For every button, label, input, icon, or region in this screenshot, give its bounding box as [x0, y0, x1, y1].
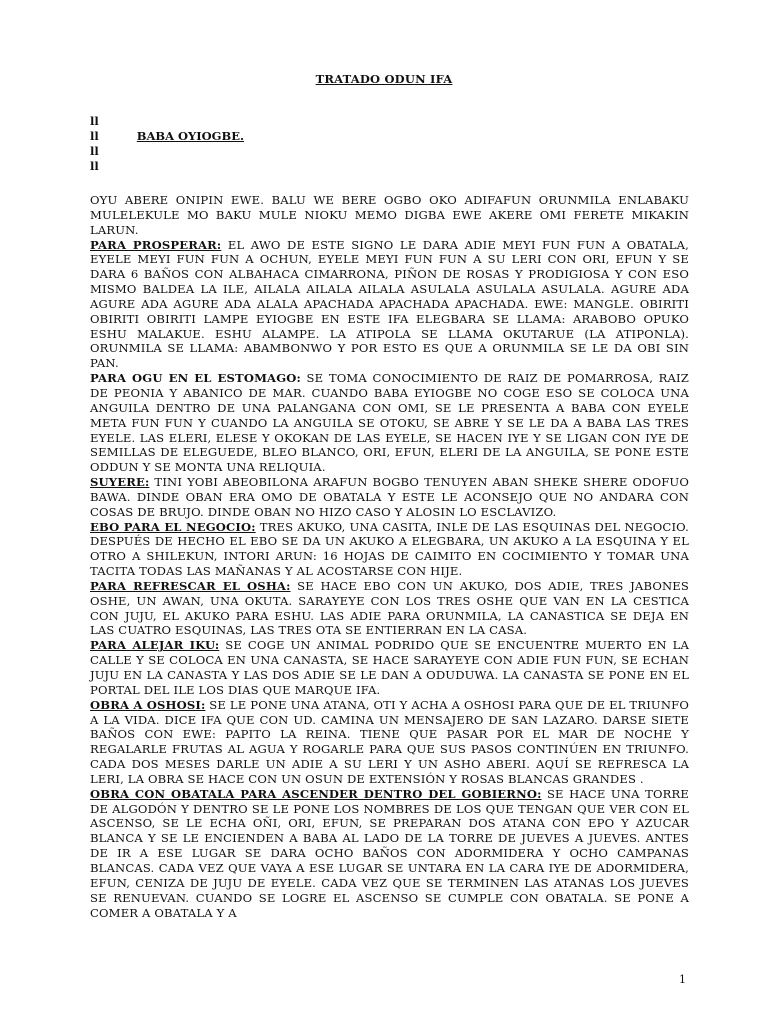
section-paragraph [90, 787, 689, 921]
section-heading: PARA PROSPERAR: [90, 237, 222, 252]
section-text: TINI YOBI ABEOBILONA ARAFUN BOGBO TENUYEN ABAN SHEKE SHERE ODOFUO BAWA. DINDE OBAN ERA OMO DE OBATALA Y ESTE LE ACONSEJO QUE NO ANDARA CON COSAS DE BRUJO. DINDE OBAN NO HIZO CASO Y ALOSIN LO ESCLAVIZO. [90, 475, 689, 519]
signature-name: BABA OYIOGBE. [136, 129, 244, 143]
intro-paragraph: OYU ABERE ONIPIN EWE. BALU WE BERE OGBO OKO ADIFAFUN ORUNMILA ENLABAKU MULELEKULE MO BAKU MULE NIOKU MEMO DIGBA EWE AKERE OMI FERETE MIKAKIN LARUN. [90, 193, 689, 237]
page-number: 1 [679, 973, 686, 986]
section-paragraph [90, 579, 689, 638]
section-text: SE LE PONE UNA ATANA, OTI Y ACHA A OSHOSI PARA QUE DE EL TRIUNFO A LA VIDA. DICE IFA QUE CON UD. CAMINA UN MENSAJERO DE SAN LAZARO. DARSE SIETE BAÑOS CON EWE: PAPITO LA REINA. TIENE QUE PASAR POR EL MAR DE NOCHE Y REGALARLE FRUTAS AL AGUA Y ROGARLE PARA QUE SUS PASOS CONTINÚEN EN TRIUNFO. CADA DOS MESES DARLE UN ADIE A SU LERI Y UN ASHO ABERI. AQUÍ SE REFRESCA LA LERI, LA OBRA SE HACE CON UN OSUN DE EXTENSIÓN Y ROSAS BLANCAS GRANDES . [90, 697, 689, 786]
signature-row [90, 144, 244, 159]
section-paragraph [90, 475, 689, 520]
section-heading: OBRA CON OBATALA PARA ASCENDER DENTRO DEL GOBIERNO: [90, 786, 542, 801]
document-body [90, 193, 689, 920]
section-text: SE HACE EBO CON UN AKUKO, DOS ADIE, TRES JABONES OSHE, UN AWAN, UNA OKUTA. SARAYEYE CON LOS TRES OSHE QUE VAN EN LA CESTICA CON JUJU, EL AKUKO PARA ESHU. LAS ADIE PARA ORUNMILA, LA CANASTICA SE DEJA EN LAS CUATRO ESQUINAS, LAS TRES OTA SE ENTIERRAN EN LA CASA. [90, 578, 689, 638]
section-text: TRES AKUKO, UNA CASITA, INLE DE LAS ESQUINAS DEL NEGOCIO. DESPUÉS DE HECHO EL EBO SE DA UN AKUKO A ELEGBARA, UN AKUKO A LA ESQUINA Y EL OTRO A SHILEKUN, INTORI ARUN: 16 HOJAS DE CAIMITO EN COCIMIENTO Y TOMAR UNA TACITA TODAS LAS MAÑANAS Y AL ACOSTARSE CON HIJE. [90, 519, 689, 579]
signature-row [90, 129, 244, 144]
section-paragraph [90, 698, 689, 787]
odun-signature [90, 114, 244, 174]
section-heading: PARA OGU EN EL ESTOMAGO: [90, 371, 301, 386]
signature-mark: ll [90, 144, 99, 158]
signature-mark: ll [90, 159, 99, 173]
section-text: SE HACE UNA TORRE DE ALGODÓN Y DENTRO SE LE PONE LOS NOMBRES DE LOS QUE TENGAN QUE VER CON EL ASCENSO, SE LE ECHA OÑI, ORI, EFUN, SE PREPARAN DOS ATANA CON EPO Y AZUCAR BLANCA Y SE LE ENCIENDEN A BABA AL LADO DE LA TORRE DE JUEVES A JUEVES. ANTES DE IR A ESE LUGAR SE DARA OCHO BAÑOS CON ADORMIDERA Y OCHO CAMPANAS BLANCAS. CADA VEZ QUE VAYA A ESE LUGAR SE UNTARA EN LA CARA IYE DE ADORMIDERA, EFUN, CENIZA DE JUJU DE EYELE. CADA VEZ QUE SE TERMINEN LAS ATANAS LOS JUEVES SE RENUEVAN. CUANDO SE LOGRE EL ASCENSO SE CUMPLE CON OBATALA. SE PONE A COMER A OBATALA Y A [90, 786, 689, 920]
section-paragraph [90, 238, 689, 372]
signature-mark: ll [90, 129, 99, 143]
section-paragraph [90, 520, 689, 579]
section-paragraph [90, 638, 689, 697]
section-paragraph [90, 371, 689, 475]
signature-row [90, 114, 244, 129]
section-heading: SUYERE: [90, 475, 150, 490]
section-text: SE TOMA CONOCIMIENTO DE RAIZ DE POMARROSA, RAIZ DE PEONIA Y ABANICO DE MAR. CUANDO BABA EYIOGBE NO COGE ESO SE COLOCA UNA ANGUILA DENTRO DE UNA PALANGANA CON OMI, SE LE PRESENTA A BABA CON EYELE META FUN FUN Y CUANDO LA ANGUILA SE OTOKU, SE ABRE Y SE LE DA A BABA LAS TRES EYELE. LAS ELERI, ELESE Y OKOKAN DE LAS EYELE, SE HACEN IYE Y SE LIGAN CON IYE DE SEMILLAS DE ELEGUEDE, BLEO BLANCO, ORI, EFUN, ELERI DE LA ANGUILA, SE PONE ESTE ODDUN Y SE MONTA UNA RELIQUIA. [90, 371, 689, 475]
signature-row [90, 159, 244, 174]
document-title: TRATADO ODUN IFA [315, 72, 453, 86]
section-text: SE COGE UN ANIMAL PODRIDO QUE SE ENCUENTRE MUERTO EN LA CALLE Y SE COLOCA EN UNA CANASTA, SE HACE SARAYEYE CON ADIE FUN FUN, SE ECHAN JUJU EN LA CANASTA Y LAS DOS ADIE SE LE DAN A ODUDUWA. LA CANASTA SE PONE EN EL PORTAL DEL ILE LOS DIAS QUE MARQUE IFA. [90, 638, 689, 697]
signature-mark: ll [90, 114, 99, 128]
section-text: EL AWO DE ESTE SIGNO LE DARA ADIE MEYI FUN FUN A OBATALA, EYELE MEYI FUN FUN A OCHUN, EYELE MEYI FUN FUN A SU LERI CON ORI, EFUN Y SE DARA 6 BAÑOS CON ALBAHACA CIMARRONA, PIÑON DE ROSAS Y PRODIGIOSA Y CON ESO MISMO BALDEA LA ILE, AILALA AILALA AILALA ASULALA ASULALA ASULALA. AGURE ADA AGURE ADA AGURE ADA ALALA APACHADA APACHADA APACHADA. EWE: MANGLE. OBIRITI OBIRITI OBIRITI LAMPE EYIOGBE EN ESTE IFA ELEGBARA SE LLAMA: ARABOBO OPUKO ESHU MALAKUE. ESHU ALAMPE. LA ATIPOLA SE LLAMA OKUTARUE (LA ATIPONLA). ORUNMILA SE LLAMA: ABAMBONWO Y POR ESTO ES QUE A ORUNMILA SE LE DA OBI SIN PAN. [90, 237, 689, 371]
section-heading: PARA REFRESCAR EL OSHA: [90, 578, 291, 593]
section-heading: EBO PARA EL NEGOCIO: [90, 519, 256, 534]
section-heading: OBRA A OSHOSI: [90, 697, 206, 712]
section-heading: PARA ALEJAR IKU: [90, 638, 220, 653]
